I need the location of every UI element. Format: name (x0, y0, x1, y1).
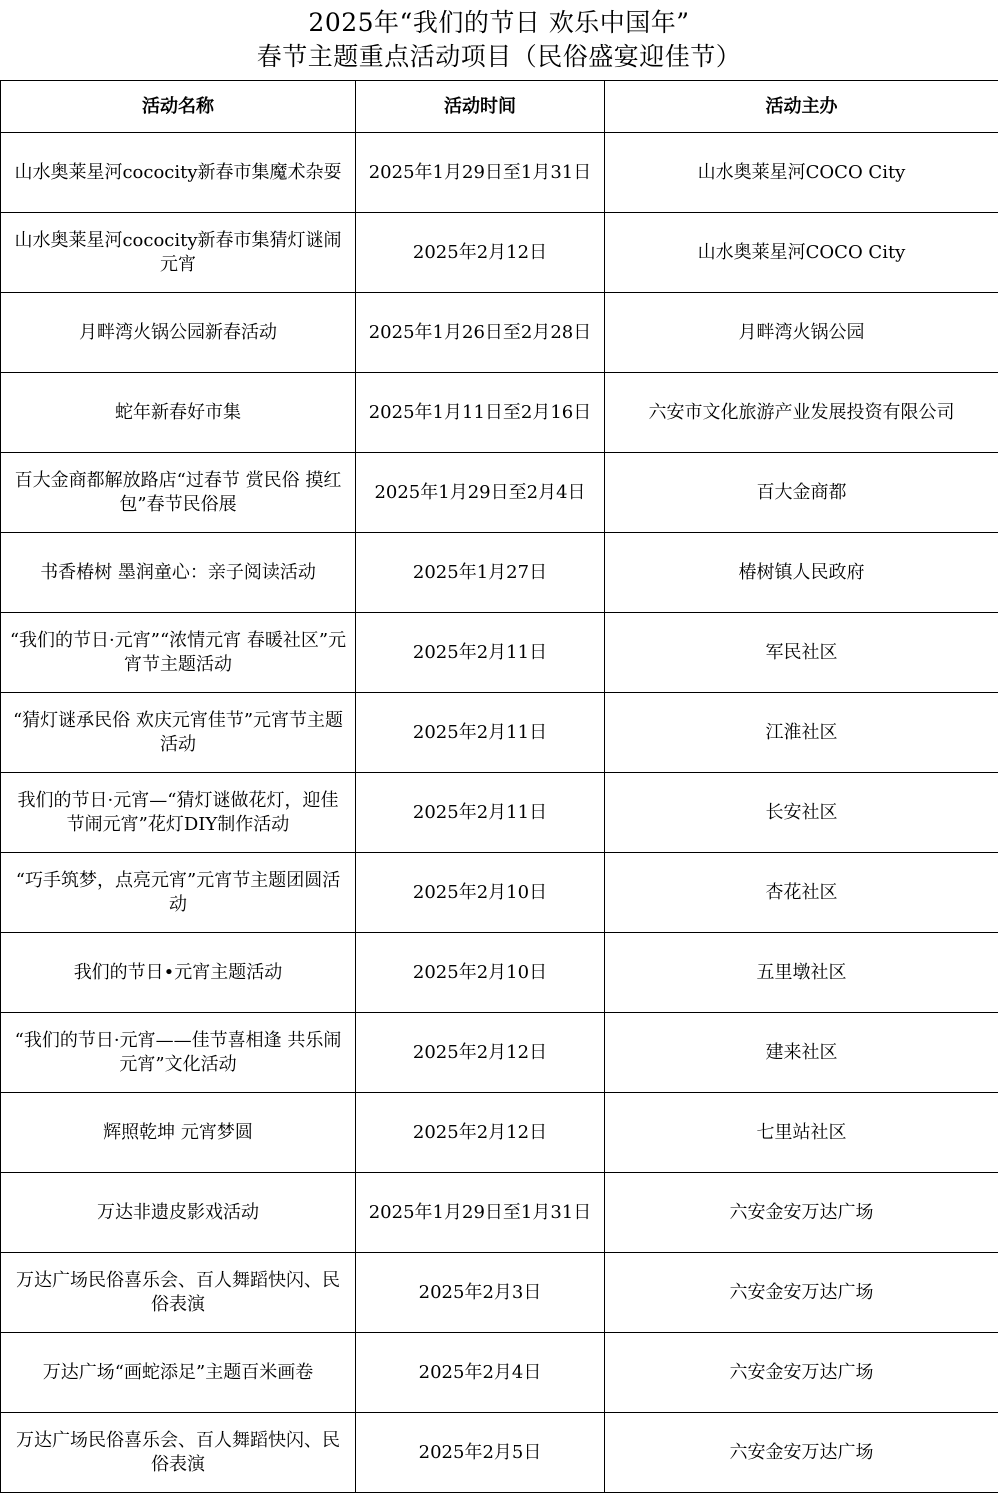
header-row (1, 81, 998, 133)
activity-name-cell: 我们的节日·元宵—“猜灯谜做花灯，迎佳节闹元宵”花灯DIY制作活动 (1, 773, 356, 853)
activity-time-cell: 2025年2月10日 (356, 853, 605, 933)
activity-time-cell: 2025年1月29日至1月31日 (356, 133, 605, 213)
activity-time-cell: 2025年2月11日 (356, 693, 605, 773)
activity-name-cell: 万达广场“画蛇添足”主题百米画卷 (1, 1333, 356, 1413)
table-row (1, 213, 998, 293)
table-row (1, 1333, 998, 1413)
activity-name-cell: 万达广场民俗喜乐会、百人舞蹈快闪、民俗表演 (1, 1253, 356, 1333)
table-header (1, 81, 998, 133)
table-row (1, 773, 998, 853)
table-row (1, 613, 998, 693)
table-row (1, 933, 998, 1013)
header-activity-time: 活动时间 (356, 81, 605, 133)
activity-time-cell: 2025年2月12日 (356, 1013, 605, 1093)
activity-name-cell: “我们的节日·元宵”“浓情元宵 春暖社区”元宵节主题活动 (1, 613, 356, 693)
activity-name-cell: “我们的节日·元宵——佳节喜相逢 共乐闹元宵”文化活动 (1, 1013, 356, 1093)
table-body (1, 133, 998, 1493)
activity-time-cell: 2025年2月11日 (356, 613, 605, 693)
events-table (0, 80, 998, 1493)
activity-name-cell: 月畔湾火锅公园新春活动 (1, 293, 356, 373)
activity-organizer-cell: 六安金安万达广场 (605, 1413, 998, 1493)
activity-time-cell: 2025年1月29日至2月4日 (356, 453, 605, 533)
activity-organizer-cell: 军民社区 (605, 613, 998, 693)
activity-organizer-cell: 月畔湾火锅公园 (605, 293, 998, 373)
activity-name-cell: 辉照乾坤 元宵梦圆 (1, 1093, 356, 1173)
activity-name-cell: 万达广场民俗喜乐会、百人舞蹈快闪、民俗表演 (1, 1413, 356, 1493)
header-activity-organizer: 活动主办 (605, 81, 998, 133)
activity-organizer-cell: 长安社区 (605, 773, 998, 853)
activity-time-cell: 2025年2月10日 (356, 933, 605, 1013)
activity-organizer-cell: 六安金安万达广场 (605, 1173, 998, 1253)
table-row (1, 293, 998, 373)
title-line-2: 春节主题重点活动项目（民俗盛宴迎佳节） (256, 42, 742, 71)
activity-name-cell: 我们的节日•元宵主题活动 (1, 933, 356, 1013)
activity-organizer-cell: 百大金商都 (605, 453, 998, 533)
activity-time-cell: 2025年1月26日至2月28日 (356, 293, 605, 373)
table-row (1, 693, 998, 773)
table-row (1, 1253, 998, 1333)
document-title (0, 0, 998, 80)
activity-organizer-cell: 山水奥莱星河COCO City (605, 213, 998, 293)
activity-name-cell: “猜灯谜承民俗 欢庆元宵佳节”元宵节主题活动 (1, 693, 356, 773)
activity-organizer-cell: 六安金安万达广场 (605, 1333, 998, 1413)
activity-name-cell: 百大金商都解放路店“过春节 赏民俗 摸红包”春节民俗展 (1, 453, 356, 533)
activity-organizer-cell: 六安金安万达广场 (605, 1253, 998, 1333)
activity-organizer-cell: 七里站社区 (605, 1093, 998, 1173)
activity-name-cell: 万达非遗皮影戏活动 (1, 1173, 356, 1253)
table-row (1, 1173, 998, 1253)
activity-organizer-cell: 六安市文化旅游产业发展投资有限公司 (605, 373, 998, 453)
activity-organizer-cell: 建来社区 (605, 1013, 998, 1093)
activity-name-cell: 山水奥莱星河cococity新春市集魔术杂耍 (1, 133, 356, 213)
activity-organizer-cell: 椿树镇人民政府 (605, 533, 998, 613)
table-row (1, 533, 998, 613)
activity-organizer-cell: 五里墩社区 (605, 933, 998, 1013)
table-row (1, 133, 998, 213)
activity-organizer-cell: 山水奥莱星河COCO City (605, 133, 998, 213)
table-row (1, 1093, 998, 1173)
activity-time-cell: 2025年2月11日 (356, 773, 605, 853)
activity-name-cell: 山水奥莱星河cococity新春市集猜灯谜闹元宵 (1, 213, 356, 293)
activity-time-cell: 2025年2月12日 (356, 213, 605, 293)
activity-name-cell: “巧手筑梦，点亮元宵”元宵节主题团圆活动 (1, 853, 356, 933)
activity-time-cell: 2025年1月29日至1月31日 (356, 1173, 605, 1253)
activity-organizer-cell: 杏花社区 (605, 853, 998, 933)
table-row (1, 853, 998, 933)
activity-time-cell: 2025年1月27日 (356, 533, 605, 613)
activity-time-cell: 2025年2月5日 (356, 1413, 605, 1493)
activity-time-cell: 2025年2月4日 (356, 1333, 605, 1413)
table-row (1, 1413, 998, 1493)
header-activity-name: 活动名称 (1, 81, 356, 133)
activity-time-cell: 2025年2月12日 (356, 1093, 605, 1173)
table-row (1, 453, 998, 533)
table-row (1, 1013, 998, 1093)
table-row (1, 373, 998, 453)
activity-name-cell: 蛇年新春好市集 (1, 373, 356, 453)
activity-organizer-cell: 江淮社区 (605, 693, 998, 773)
activity-time-cell: 2025年1月11日至2月16日 (356, 373, 605, 453)
activity-time-cell: 2025年2月3日 (356, 1253, 605, 1333)
title-line-1: 2025年“我们的节日 欢乐中国年” (308, 8, 690, 37)
activity-name-cell: 书香椿树 墨润童心：亲子阅读活动 (1, 533, 356, 613)
